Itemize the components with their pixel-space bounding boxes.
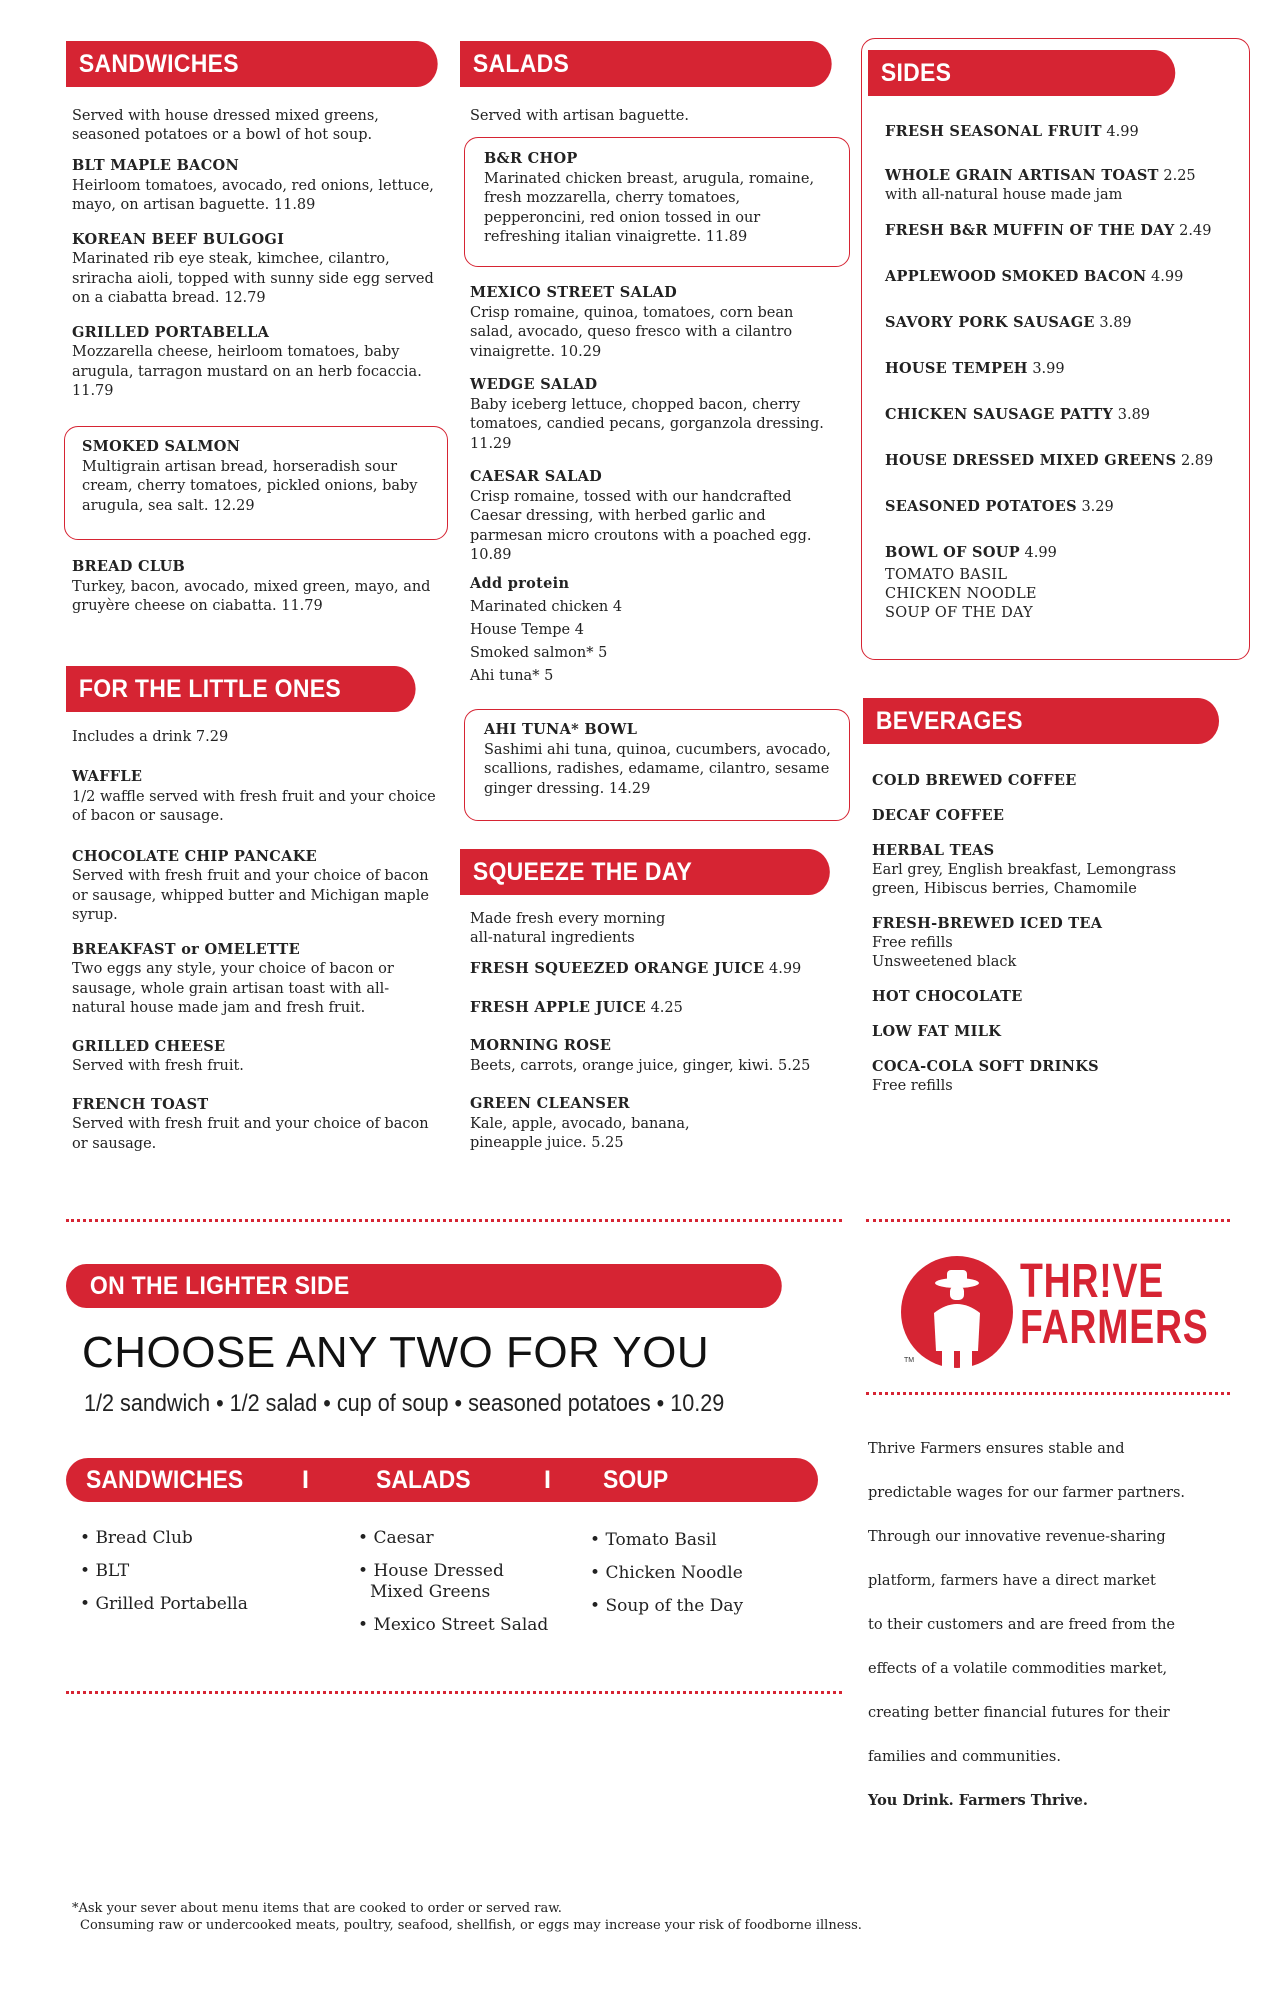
thrive-paragraph [868,1427,1238,1823]
item-desc: Multigrain artisan bread, horseradish sour cream, cherry tomatoes, pickled onions, baby arugula, sea salt. 12.29 [82,458,418,514]
item-name: WAFFLE [72,768,143,785]
logo-line-1: THR!VE [1020,1255,1165,1308]
menu-item-french-toast [72,1095,442,1155]
item-desc: Crisp romaine, tossed with our handcrafted Caesar dressing, with herbed garlic and parmesan micro croutons with a poached egg. 10.89 [470,488,812,563]
side-item: FRESH SEASONAL FRUIT 4.99 [885,123,1139,140]
list-item: • Bread Club [80,1528,300,1549]
soup-option: SOUP OF THE DAY [885,605,1034,621]
little-ones-section [72,728,442,1154]
squeeze-section [470,910,845,1154]
footnote [72,1900,1172,1934]
soup-option: CHICKEN NOODLE [885,586,1037,602]
side-item: WHOLE GRAIN ARTISAN TOAST 2.25 with all-natural house made jam [885,167,1196,203]
bar-label-sandwiches: SANDWICHES [86,1466,244,1494]
divider [866,1392,1230,1395]
menu-item-morning-rose [470,1036,845,1076]
beverage-item: COCA-COLA SOFT DRINKS Free refills [872,1058,1099,1094]
thrive-logo [900,1255,1209,1365]
menu-item-bulgogi [72,230,442,309]
paragraph-line: effects of a volatile commodities market, [868,1661,1168,1677]
item-name: WEDGE SALAD [470,376,598,393]
paragraph-line: predictable wages for our farmer partners. [868,1485,1186,1501]
farmer-silhouette-icon [900,1255,1014,1369]
list-item: • Grilled Portabella [80,1594,300,1615]
item-desc: Turkey, bacon, avocado, mixed green, mayo, and gruyère cheese on ciabatta. 11.79 [72,578,431,614]
sandwiches-header: SANDWICHES [66,41,438,87]
list-item: • Soup of the Day [590,1596,790,1617]
menu-item-wedge [470,375,830,454]
item-name: MEXICO STREET SALAD [470,284,678,301]
paragraph-line: families and communities. [868,1749,1061,1765]
item-name: BLT MAPLE BACON [72,157,240,174]
thrive-wordmark [1020,1255,1209,1354]
item-desc: Two eggs any style, your choice of bacon or sausage, whole grain artisan toast with all-natural house made jam and fresh fruit. [72,961,394,1016]
logo-line-2: FARMERS [1020,1301,1209,1354]
salads-list [470,283,830,688]
footnote-line-2: Consuming raw or undercooked meats, poultry, seafood, shellfish, or eggs may increase your risk of foodborne illness. [80,1918,862,1933]
menu-item-grilled-cheese [72,1037,442,1077]
list-item: • Chicken Noodle [590,1563,790,1584]
paragraph-line: Thrive Farmers ensures stable and [868,1441,1125,1457]
side-item: SAVORY PORK SAUSAGE 3.89 [885,314,1132,331]
lighter-sandwich-list [80,1528,300,1615]
bar-separator: I [302,1466,309,1494]
sides-list [885,122,1240,623]
item-desc: Beets, carrots, orange juice, ginger, kiwi. 5.25 [470,1057,811,1074]
add-protein [470,572,830,688]
item-name: MORNING ROSE [470,1037,612,1054]
beverages-header: BEVERAGES [863,698,1219,744]
soup-options [885,566,1240,623]
item-name: CAESAR SALAD [470,468,603,485]
item-desc: Marinated chicken breast, arugula, romaine, fresh mozzarella, cherry tomatoes, pepperoncini, red onion tossed in our refreshing italian vinaigrette. 11.89 [484,170,815,245]
protein-option: Marinated chicken 4 [470,598,623,615]
divider [66,1691,842,1694]
list-item: • House Dressed Mixed Greens [358,1561,510,1603]
item-name: GRILLED PORTABELLA [72,323,270,341]
lighter-headline: CHOOSE ANY TWO FOR YOU [82,1328,710,1377]
paragraph-line: to their customers and are freed from the [868,1617,1175,1633]
item-desc: Served with fresh fruit and your choice of bacon or sausage. [72,1116,429,1152]
menu-item-bread-club [72,557,442,617]
salads-intro: Served with artisan baguette. [470,108,689,124]
divider [866,1219,1230,1222]
item-name: BREAD CLUB [72,558,186,575]
little-ones-header: FOR THE LITTLE ONES [66,666,416,712]
item-name: SMOKED SALMON [82,438,241,455]
item-name: KOREAN BEEF BULGOGI [72,230,285,248]
item-price: 4.99 [769,961,802,977]
sandwiches-intro: Served with house dressed mixed greens, seasoned potatoes or a bowl of hot soup. [72,108,379,143]
paragraph-line: platform, farmers have a direct market [868,1573,1156,1589]
menu-item-waffle [72,767,442,827]
side-item: HOUSE TEMPEH 3.99 [885,360,1065,377]
item-desc: Served with fresh fruit and your choice of bacon or sausage, whipped butter and Michigan maple syrup. [72,868,429,923]
menu-item-orange-juice [470,959,845,980]
beverage-item: DECAF COFFEE [872,807,1005,824]
soup-option: TOMATO BASIL [885,567,1008,583]
side-item: CHICKEN SAUSAGE PATTY 3.89 [885,406,1151,423]
menu-item-blt [72,156,442,216]
lighter-soup-list [590,1530,790,1617]
item-desc: Sashimi ahi tuna, quinoa, cucumbers, avocado, scallions, radishes, edamame, cilantro, sesame ginger dressing. 14.29 [484,741,831,797]
thrive-tm: TM [904,1357,915,1364]
beverage-item: HOT CHOCOLATE [872,988,1023,1005]
menu-item-mexico-street [470,283,830,362]
menu-item-br-chop [484,149,839,248]
item-desc: 1/2 waffle served with fresh fruit and your choice of bacon or sausage. [72,788,436,824]
paragraph-line: creating better financial futures for their [868,1705,1170,1721]
bar-label-soup: SOUP [603,1466,669,1494]
menu-item-breakfast [72,940,442,1019]
menu-item-pancake [72,847,442,926]
beverages-list [872,771,1232,1096]
thrive-tagline: You Drink. Farmers Thrive. [868,1792,1088,1809]
protein-option: House Tempe 4 [470,621,584,638]
list-item: • Mexico Street Salad [358,1615,558,1636]
item-name: FRENCH TOAST [72,1095,209,1113]
item-name: FRESH APPLE JUICE [470,998,646,1016]
item-name: GRILLED CHEESE [72,1037,226,1055]
item-desc: Heirloom tomatoes, avocado, red onions, lettuce, mayo, on artisan baguette. 11.89 [72,177,434,213]
menu-item-caesar [470,467,830,566]
footnote-line-1: *Ask your sever about menu items that are cooked to order or served raw. [72,1901,562,1916]
item-desc: Marinated rib eye steak, kimchee, cilantro, sriracha aioli, topped with sunny side egg served on a ciabatta bread. 12.79 [72,251,434,306]
menu-item-apple-juice [470,998,845,1019]
side-item: SEASONED POTATOES 3.29 [885,498,1114,515]
item-name: BREAKFAST or OMELETTE [72,940,300,958]
side-item: BOWL OF SOUP 4.99 [885,544,1057,561]
item-name: CHOCOLATE CHIP PANCAKE [72,847,317,865]
item-price: 4.25 [650,999,683,1016]
menu-item-green-cleanser [470,1094,845,1154]
menu-item-ahi-tuna [484,720,839,799]
beverage-item: COLD BREWED COFFEE [872,772,1077,789]
sides-header: SIDES [868,50,1175,96]
item-desc: Baby iceberg lettuce, chopped bacon, cherry tomatoes, candied pecans, gorganzola dressing. 11.29 [470,396,824,452]
list-item: • BLT [80,1561,300,1582]
squeeze-header: SQUEEZE THE DAY [460,849,830,895]
squeeze-intro: Made fresh every morning all-natural ingredients [470,911,666,946]
lighter-category-bar [66,1458,818,1502]
beverage-item: FRESH-BREWED ICED TEA Free refills Unsweetened black [872,915,1103,970]
item-desc: Mozzarella cheese, heirloom tomatoes, baby arugula, tarragon mustard on an herb focaccia. 11.79 [72,344,422,399]
item-name: FRESH SQUEEZED ORANGE JUICE [470,960,765,977]
lighter-subline: 1/2 sandwich • 1/2 salad • cup of soup • seasoned potatoes • 10.29 [84,1390,725,1417]
divider [66,1219,842,1222]
side-item: APPLEWOOD SMOKED BACON 4.99 [885,268,1184,285]
bar-separator: I [544,1466,551,1494]
item-desc: Served with fresh fruit. [72,1058,244,1074]
item-name: GREEN CLEANSER [470,1095,630,1112]
item-desc: Kale, apple, avocado, banana, pineapple juice. 5.25 [470,1115,690,1151]
beverage-item: LOW FAT MILK [872,1023,1002,1040]
side-item: HOUSE DRESSED MIXED GREENS 2.89 [885,452,1214,469]
protein-option: Smoked salmon* 5 [470,644,608,661]
add-protein-title: Add protein [470,574,570,592]
little-ones-intro: Includes a drink 7.29 [72,729,229,745]
item-name: AHI TUNA* BOWL [484,721,638,738]
side-item: FRESH B&R MUFFIN OF THE DAY 2.49 [885,222,1212,239]
paragraph-line: Through our innovative revenue-sharing [868,1529,1166,1545]
menu-item-portabella [72,323,442,402]
menu-item-smoked-salmon [82,437,442,516]
list-item: • Tomato Basil [590,1530,790,1551]
item-desc: Crisp romaine, quinoa, tomatoes, corn bean salad, avocado, queso fresco with a cilantro vinaigrette. 10.29 [470,304,794,360]
list-item: • Caesar [358,1528,558,1549]
salads-header: SALADS [460,41,832,87]
beverage-item: HERBAL TEAS Earl grey, English breakfast, Lemongrass green, Hibiscus berries, Chamomile [872,842,1177,897]
sandwiches-section [72,107,442,402]
bar-label-salads: SALADS [376,1466,471,1494]
item-name: B&R CHOP [484,150,578,167]
lighter-salad-list [358,1528,558,1636]
lighter-side-header: ON THE LIGHTER SIDE [66,1264,782,1308]
protein-option: Ahi tuna* 5 [470,667,554,684]
